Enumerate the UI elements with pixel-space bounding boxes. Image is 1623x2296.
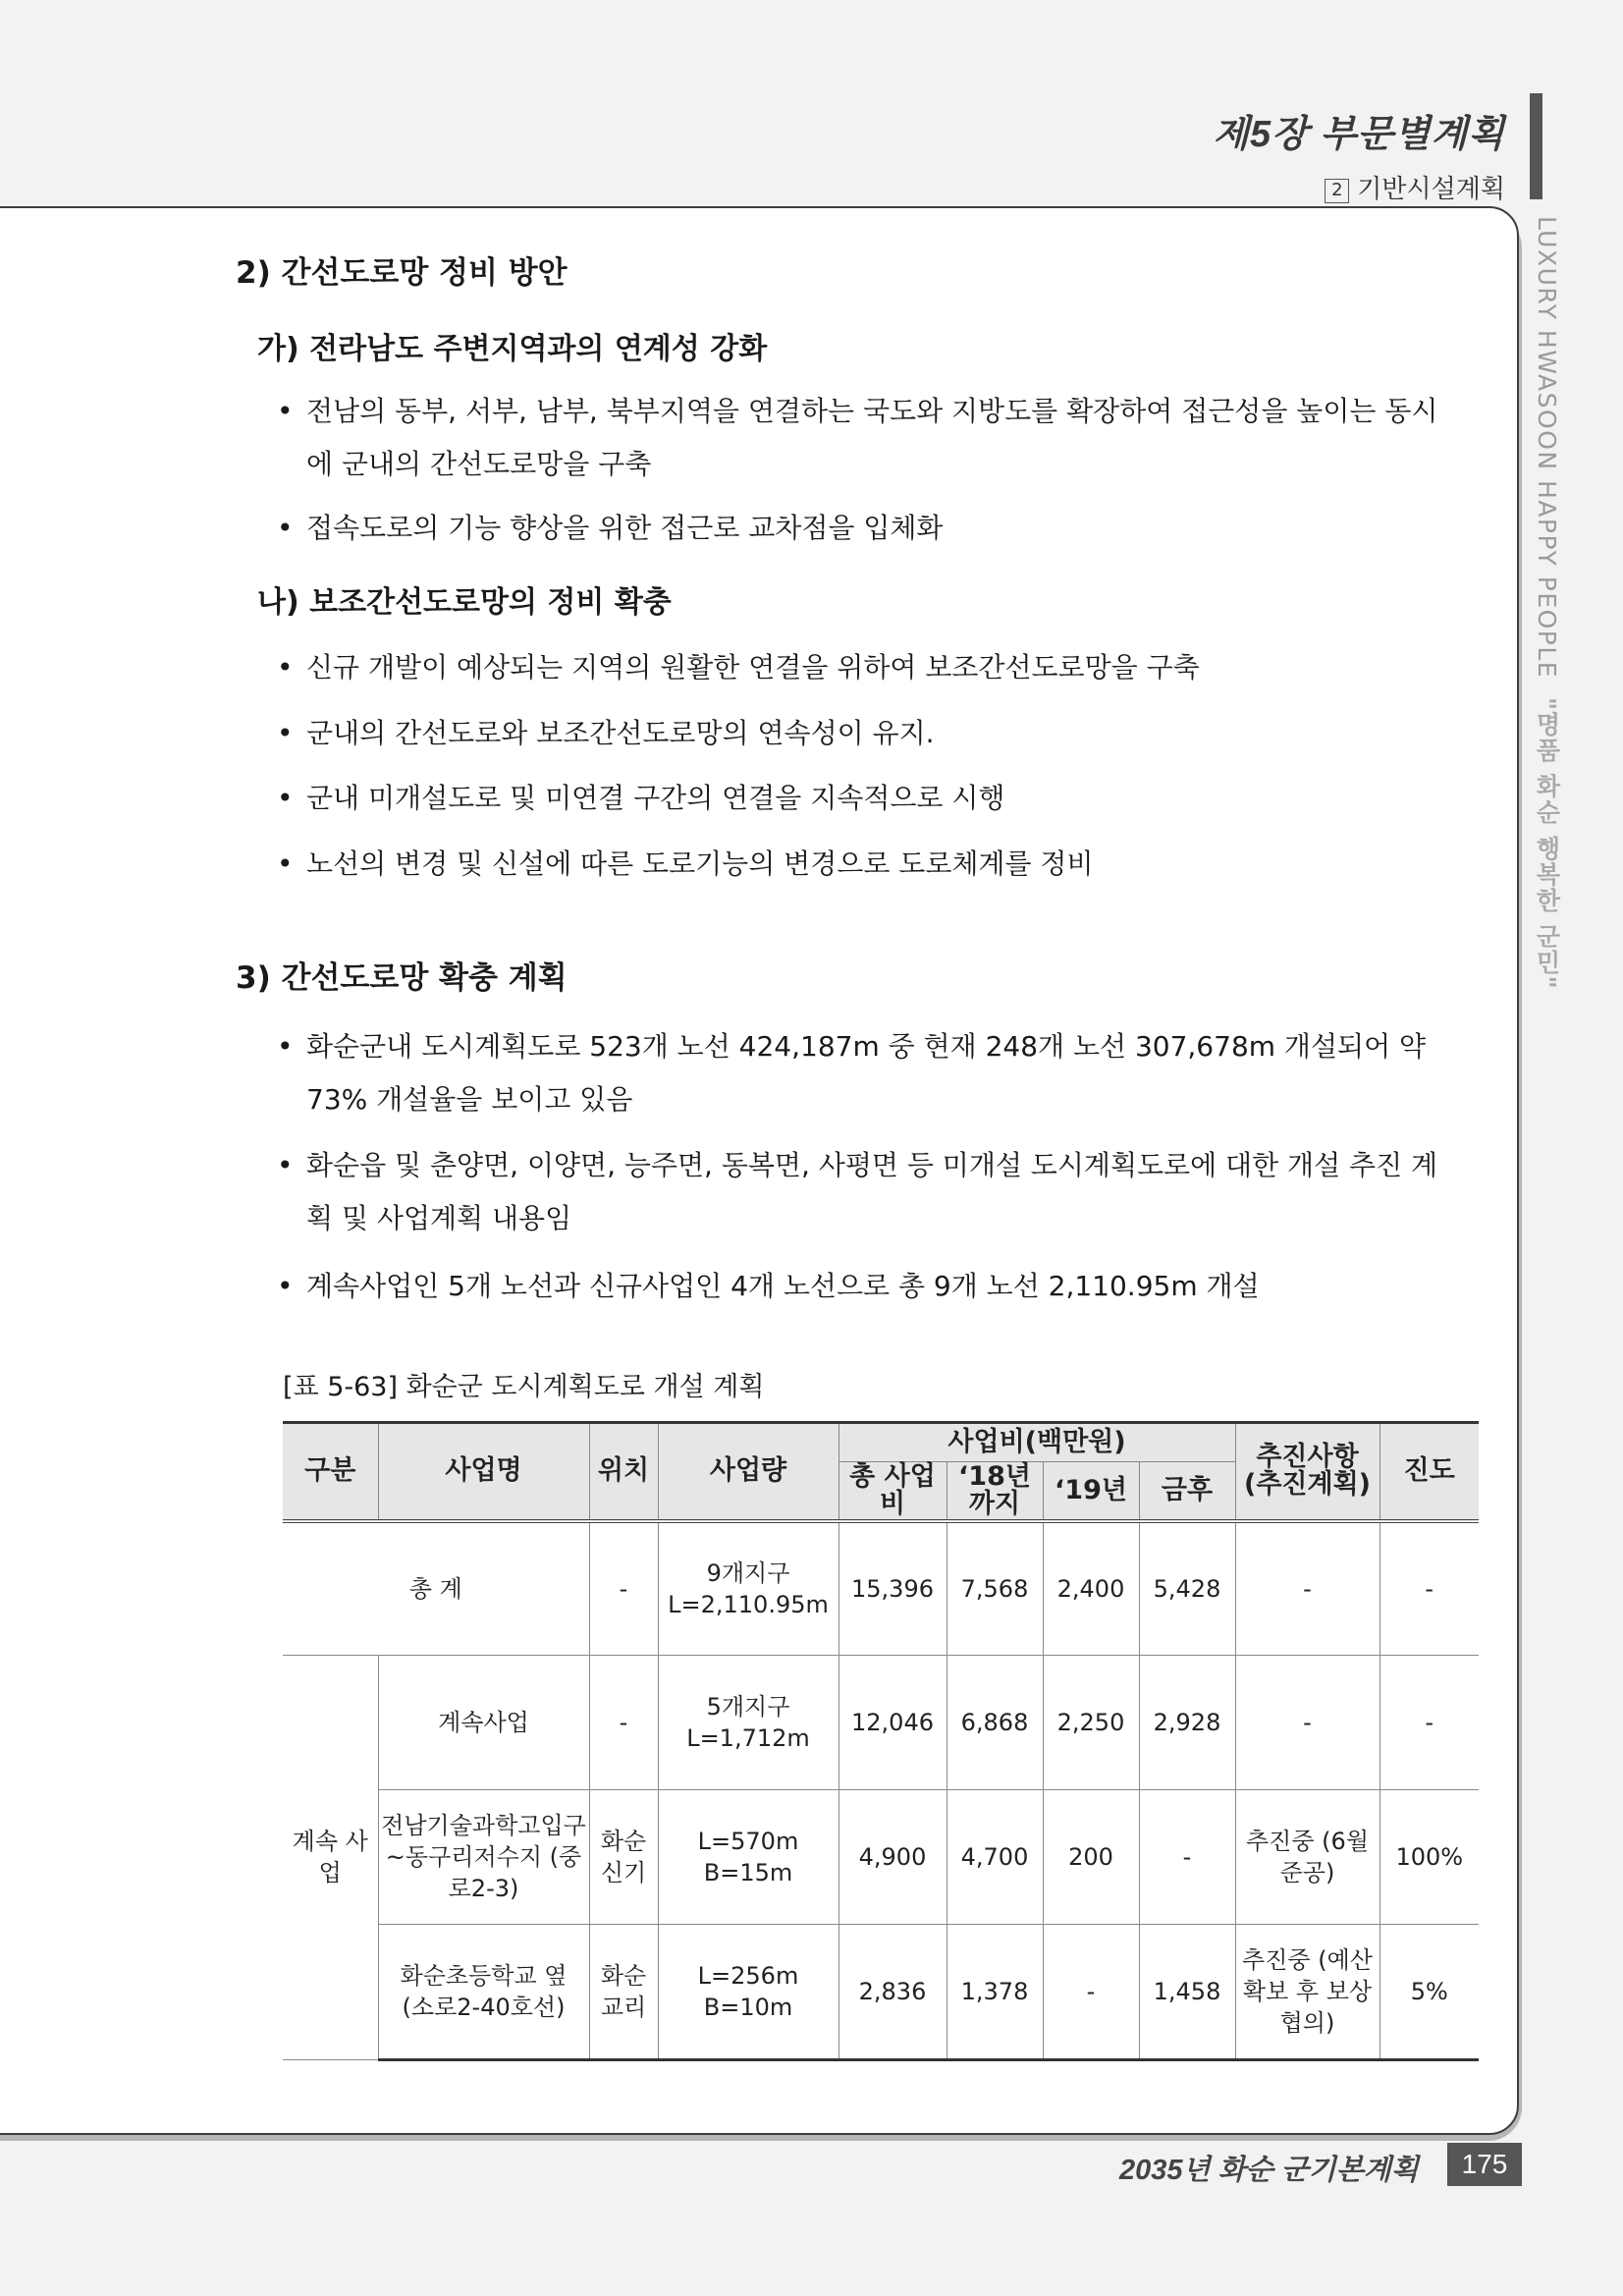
cell-location: 화순 신기 <box>589 1789 658 1924</box>
cell-status: - <box>1235 1521 1380 1656</box>
cell-future: 2,928 <box>1139 1655 1235 1789</box>
chapter-title: 제5장 부문별계획 <box>1213 114 1505 155</box>
cell-2019: 2,250 <box>1043 1655 1139 1789</box>
cell-progress: 5% <box>1380 1924 1479 2059</box>
section-label <box>1213 169 1505 205</box>
cell-location: - <box>589 1521 658 1656</box>
cell-progress: - <box>1380 1521 1479 1656</box>
heading-2b: 나) 보조간선도로망의 정비 확충 <box>257 585 672 620</box>
cell-project-name: 전남기술과학고입구~동구리저수지 (중로2-3) <box>378 1789 589 1924</box>
cell-location: 화순 교리 <box>589 1924 658 2059</box>
page-number: 175 <box>1447 2143 1522 2186</box>
section-number: 2 <box>1325 179 1349 203</box>
cell-quantity: 9개지구 L=2,110.95m <box>658 1521 839 1656</box>
cell-until-18: 4,700 <box>947 1789 1043 1924</box>
header-until-18: ‘18년 까지 <box>947 1462 1043 1521</box>
table-row-continuing <box>283 1655 1479 1789</box>
cell-future: - <box>1139 1789 1235 1924</box>
cell-total-cost: 4,900 <box>839 1789 947 1924</box>
bullet-item: • 화순군내 도시계획도로 523개 노선 424,187m 중 현재 248개 노선 307,678m 개설되어 약 73% 개설율을 보이고 있음 <box>277 1020 1445 1126</box>
cell-progress: - <box>1380 1655 1479 1789</box>
cell-group-label: 계속 사업 <box>283 1655 378 2059</box>
cell-quantity: L=256m B=10m <box>658 1924 839 2059</box>
header-quantity: 사업량 <box>658 1423 839 1521</box>
footer-title: 2035년 화순 군기본계획 <box>1119 2155 1419 2186</box>
cell-label: 계속사업 <box>378 1655 589 1789</box>
cell-future: 5,428 <box>1139 1521 1235 1656</box>
cell-status: - <box>1235 1655 1380 1789</box>
bullet-item: • 계속사업인 5개 노선과 신규사업인 4개 노선으로 총 9개 노선 2,110.95m 개설 <box>277 1260 1445 1313</box>
header-cost-group: 사업비(백만원) <box>839 1423 1235 1462</box>
heading-2a: 가) 전라남도 주변지역과의 연계성 강화 <box>257 332 768 366</box>
side-slogan-korean: "명품 화순 행복한 군민" <box>1533 697 1561 991</box>
cell-progress: 100% <box>1380 1789 1479 1924</box>
cell-total-cost: 12,046 <box>839 1655 947 1789</box>
bullet-item: • 신규 개발이 예상되는 지역의 원활한 연결을 위하여 보조간선도로망을 구축 <box>277 641 1445 694</box>
bullet-item: • 화순읍 및 춘양면, 이양면, 능주면, 동복면, 사평면 등 미개설 도시계획도로에 대한 개설 추진 계획 및 사업계획 내용임 <box>277 1139 1445 1245</box>
bullet-item: • 노선의 변경 및 신설에 따른 도로기능의 변경으로 도로체계를 정비 <box>277 838 1445 891</box>
table-caption: [표 5-63] 화순군 도시계획도로 개설 계획 <box>283 1372 765 1402</box>
cell-quantity: 5개지구 L=1,712m <box>658 1655 839 1789</box>
cell-label: 총 계 <box>283 1521 589 1656</box>
side-slogan <box>1529 216 1564 1061</box>
cell-2019: 200 <box>1043 1789 1139 1924</box>
header-progress: 진도 <box>1380 1423 1479 1521</box>
page-header <box>1213 103 1505 205</box>
cell-until-18: 7,568 <box>947 1521 1043 1656</box>
bullet-item: • 군내 미개설도로 및 미연결 구간의 연결을 지속적으로 시행 <box>277 772 1445 825</box>
side-slogan-english: LUXURY HWASOON HAPPY PEOPLE <box>1533 216 1561 680</box>
cell-total-cost: 15,396 <box>839 1521 947 1656</box>
cell-project-name: 화순초등학교 옆 (소로2-40호선) <box>378 1924 589 2059</box>
header-accent-bar <box>1530 93 1542 199</box>
bullet-item: • 접속도로의 기능 향상을 위한 접근로 교차점을 입체화 <box>277 502 1445 555</box>
header-category: 구분 <box>283 1423 378 1521</box>
heading-3: 3) 간선도로망 확충 계획 <box>236 960 568 996</box>
cell-status: 추진중 (6월 준공) <box>1235 1789 1380 1924</box>
header-location: 위치 <box>589 1423 658 1521</box>
heading-2: 2) 간선도로망 정비 방안 <box>236 255 568 291</box>
bullet-item: • 군내의 간선도로와 보조간선도로망의 연속성이 유지. <box>277 707 1445 760</box>
cell-2019: 2,400 <box>1043 1521 1139 1656</box>
header-future: 금후 <box>1139 1462 1235 1521</box>
bullet-item: • 전남의 동부, 서부, 남부, 북부지역을 연결하는 국도와 지방도를 확장하여 접근성을 높이는 동시에 군내의 간선도로망을 구축 <box>277 385 1445 491</box>
header-project-name: 사업명 <box>378 1423 589 1521</box>
cell-until-18: 6,868 <box>947 1655 1043 1789</box>
cell-total-cost: 2,836 <box>839 1924 947 2059</box>
section-title: 기반시설계획 <box>1357 175 1505 204</box>
cell-future: 1,458 <box>1139 1924 1235 2059</box>
table-row <box>283 1924 1479 2059</box>
cell-2019: - <box>1043 1924 1139 2059</box>
table-row-total <box>283 1521 1479 1656</box>
cell-status: 추진중 (예산확보 후 보상협의) <box>1235 1924 1380 2059</box>
header-2019: ‘19년 <box>1043 1462 1139 1521</box>
header-status: 추진사항 (추진계획) <box>1235 1423 1380 1521</box>
road-plan-table <box>283 1421 1479 2061</box>
cell-location: - <box>589 1655 658 1789</box>
cell-quantity: L=570m B=15m <box>658 1789 839 1924</box>
table-row <box>283 1789 1479 1924</box>
header-total-cost: 총 사업비 <box>839 1462 947 1521</box>
cell-until-18: 1,378 <box>947 1924 1043 2059</box>
